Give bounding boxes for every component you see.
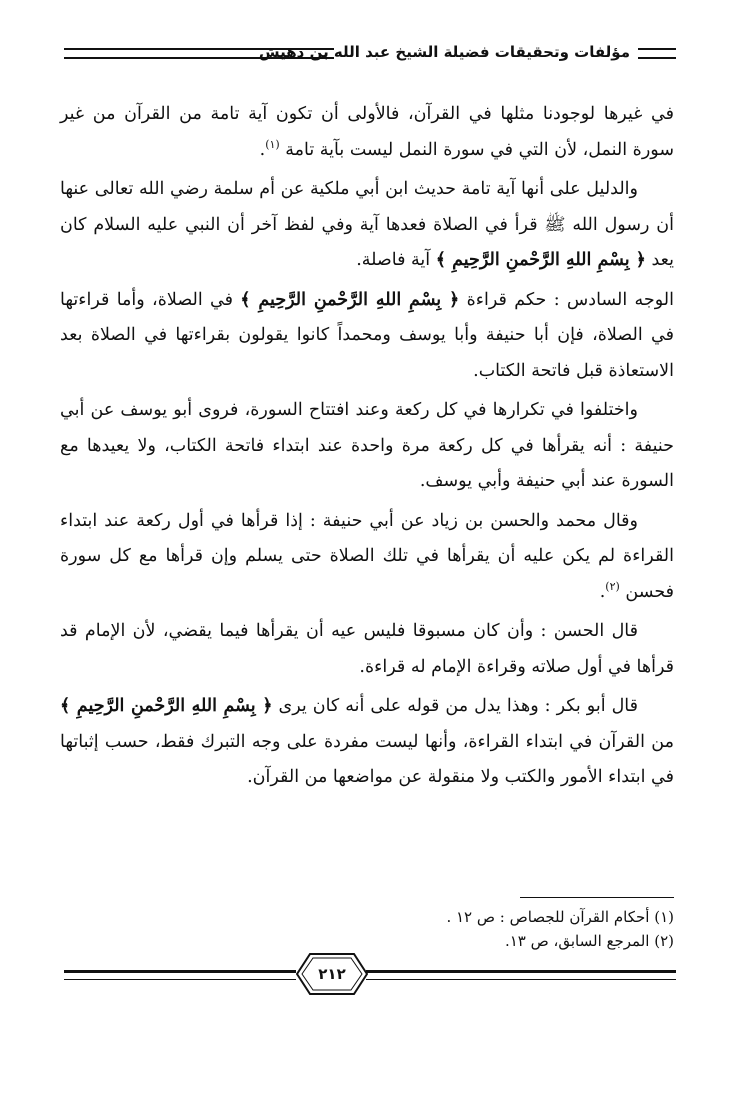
paragraph-7: [60, 689, 674, 796]
footnote-1: (١) أحكام القرآن للجصاص : ص ١٢ .: [446, 908, 674, 926]
footer-rule-right: [366, 970, 676, 980]
footnote-separator: [520, 897, 674, 898]
body-text: [60, 97, 674, 800]
header-rule-right: [638, 48, 676, 59]
paragraph-1-text: في غيرها لوجودنا مثلها في القرآن، فالأولى أن تكون آية تامة من القرآن من غير سورة النمل، لأن التي في سورة النمل ليست بآية تامة: [60, 104, 674, 160]
page-number: ٢١٢: [318, 965, 346, 983]
page-number-badge: [296, 952, 368, 996]
paragraph-3-text-b: في الصلاة، وأما قراءتها في الصلاة، فإن أبا حنيفة وأبا يوسف ومحمداً كانوا يقولون بقراءتها في الصلاة بعد الاستعاذة قبل فاتحة الكتاب.: [60, 289, 674, 381]
paragraph-5-text: وقال محمد والحسن بن زياد عن أبي حنيفة : إذا قرأها في أول ركعة عند ابتداء القراءة لم يكن عليه أن يقرأها في تلك الصلاة حتى يسلم وإن قرأها مع كل سورة فحسن: [60, 510, 674, 602]
footnote-ref-1: (١): [265, 137, 280, 151]
paragraph-7-text-b: من القرآن في ابتداء القراءة، وأنها ليست مفردة على وجه التبرك فقط، حسب إثباتها في ابتداء الأمور والكتب ولا منقولة عن مواضعها من القرآن.: [60, 731, 674, 787]
running-header-title: مؤلفات وتحقيقات فضيلة الشيخ عبد الله بن دهيش: [258, 43, 630, 61]
paragraph-4: واختلفوا في تكرارها في كل ركعة وعند افتتاح السورة، فروى أبو يوسف عن أبي حنيفة : أنه يقرأها في كل ركعة مرة واحدة عند ابتداء فاتحة الكتاب، ولا يعيدها مع السورة عند أبي حنيفة وأبي يوسف.: [60, 400, 674, 491]
basmala-quote: ﴿ بِسْمِ اللهِ الرَّحْمنِ الرَّحِيمِ ﴾: [60, 696, 273, 716]
basmala-quote: ﴿ بِسْمِ اللهِ الرَّحْمنِ الرَّحِيمِ ﴾: [240, 289, 460, 310]
basmala-quote: ﴿ بِسْمِ اللهِ الرَّحْمنِ الرَّحِيمِ ﴾: [435, 250, 646, 270]
paragraph-2: [60, 172, 674, 279]
paragraph-2-text-b: آية فاصلة.: [356, 250, 431, 270]
paragraph-5: وقال محمد والحسن بن زياد عن أبي حنيفة : إذا قرأها في أول ركعة عند ابتداء القراءة لم يكن عليه أن يقرأها في تلك الصلاة حتى يسلم وإن قرأها مع كل سورة فحسن $^{(٢)}$.: [60, 510, 674, 602]
footnote-2: (٢) المرجع السابق، ص ١٣.: [504, 932, 674, 950]
paragraph-3-text-a: الوجه السادس : حكم قراءة: [466, 289, 674, 310]
paragraph-1: في غيرها لوجودنا مثلها في القرآن، فالأولى أن تكون آية تامة من القرآن من غير سورة النمل، لأن التي في سورة النمل ليست بآية تامة $^{(١)}$.: [60, 104, 674, 160]
running-header: [64, 40, 676, 64]
footer-rule-left: [64, 970, 296, 980]
footnotes: [60, 905, 674, 953]
paragraph-2-text-a: والدليل على أنها آية تامة حديث ابن أبي ملكية عن أم سلمة رضي الله تعالى عنها أن رسول الله ﷺ قرأ في الصلاة فعدها آية وفي لفظ آخر أن النبي عليه السلام كان يعد: [60, 179, 674, 270]
paragraph-3: [60, 283, 674, 390]
footnote-ref-2: (٢): [605, 579, 620, 593]
paragraph-6: قال الحسن : وأن كان مسبوقا فليس عيه أن يقرأها فيما يقضي، لأن الإمام قد قرأها في أول صلاته وقراءة الإمام له قراءة.: [60, 621, 674, 677]
page-footer: [64, 952, 676, 996]
paragraph-7-text-a: قال أبو بكر : وهذا يدل من قوله على أنه كان يرى: [278, 696, 638, 716]
